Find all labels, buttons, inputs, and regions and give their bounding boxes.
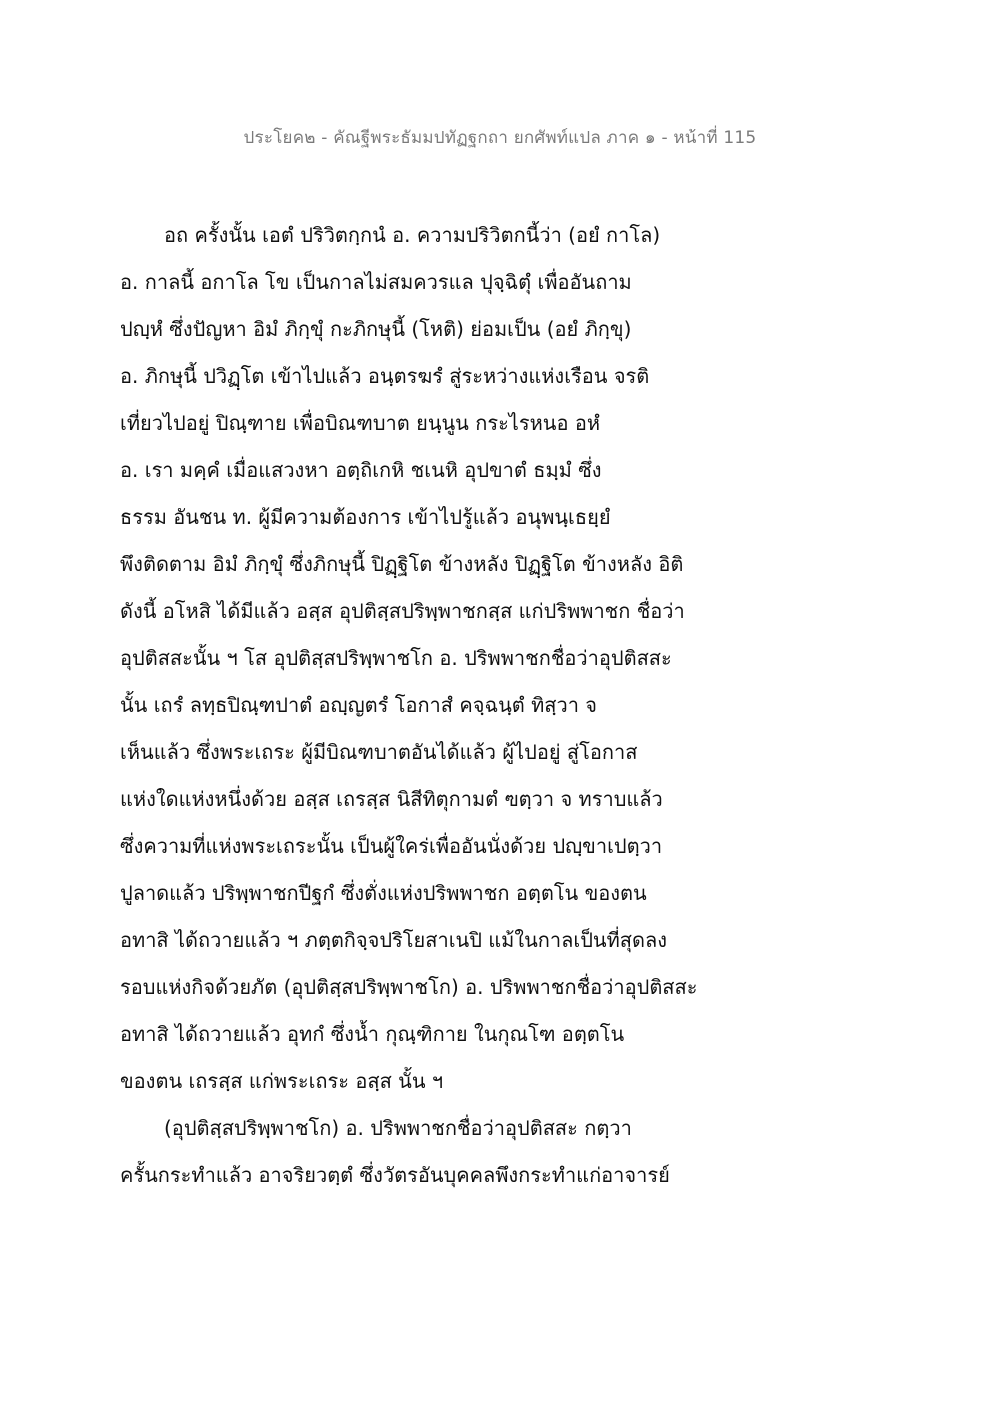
- text-line: อถ ครั้งนั้น เอตํ ปริวิตกฺกนํ อ. ความปริวิตกนี้ว่า (อยํ กาโล): [164, 223, 661, 247]
- text-line: เห็นแล้ว ซึ่งพระเถระ ผู้มีบิณฑบาตอันได้แล้ว ผู้ไปอยู่ สู่โอกาส: [120, 740, 638, 764]
- text-line: อุปติสสะนั้น ฯ โส อุปติสฺสปริพฺพาชโก อ. ปริพพาชกชื่อว่าอุปติสสะ: [120, 646, 672, 670]
- text-line: ครั้นกระทำแล้ว อาจริยวตฺตํ ซึ่งวัตรอันบุคคลพึงกระทำแก่อาจารย์: [120, 1163, 670, 1187]
- running-header: ประโยค๒ - คัณฐีพระธัมมปทัฏฐกถา ยกศัพท์แปล ภาค ๑ - หน้าที่ 115: [243, 128, 757, 148]
- text-line: อ. เรา มคฺคํ เมื่อแสวงหา อตฺถิเกหิ ชเนหิ อุปขาตํ ธมฺมํ ซึ่ง: [120, 458, 602, 482]
- text-line: ธรรม อันชน ท. ผู้มีความต้องการ เข้าไปรู้แล้ว อนุพนฺเธยฺยํ: [120, 505, 611, 529]
- text-line: ของตน เถรสฺส แก่พระเถระ อสฺส นั้น ฯ: [120, 1069, 444, 1093]
- text-line: รอบแห่งกิจด้วยภัต (อุปติสฺสปริพฺพาชโก) อ. ปริพพาชกชื่อว่าอุปติสสะ: [120, 975, 698, 999]
- text-line: อทาสิ ได้ถวายแล้ว ฯ ภตฺตกิจฺจปริโยสาเนปิ แม้ในกาลเป็นที่สุดลง: [120, 928, 667, 952]
- text-line: อ. กาลนี้ อกาโล โข เป็นกาลไม่สมควรแล ปุจฺฉิตุํ เพื่ออันถาม: [120, 270, 632, 294]
- text-line: พึงติดตาม อิมํ ภิกฺขุํ ซึ่งภิกษุนี้ ปิฏฺฐิโต ข้างหลัง ปิฏฺฐิโต ข้างหลัง อิติ: [120, 552, 684, 576]
- text-line: ซึ่งความที่แห่งพระเถระนั้น เป็นผู้ใคร่เพื่ออันนั่งด้วย ปญฺขาเปตฺวา: [120, 834, 663, 858]
- text-line: ดังนี้ อโหสิ ได้มีแล้ว อสฺส อุปติสฺสปริพฺพาชกสฺส แก่ปริพพาชก ชื่อว่า: [120, 599, 685, 623]
- text-line: อ. ภิกษุนี้ ปวิฏฺโต เข้าไปแล้ว อนฺตรฆรํ สู่ระหว่างแห่งเรือน จรติ: [120, 364, 650, 388]
- text-line: อทาสิ ได้ถวายแล้ว อุทกํ ซึ่งน้ำ กุณฺฑิกาย ในกุณโฑ อตฺตโน: [120, 1022, 625, 1046]
- text-line: (อุปติสฺสปริพฺพาชโก) อ. ปริพพาชกชื่อว่าอุปติสสะ กตฺวา: [164, 1116, 632, 1140]
- text-line: แห่งใดแห่งหนึ่งด้วย อสฺส เถรสฺส นิสีทิตุกามตํ ฃตฺวา จ ทราบแล้ว: [120, 787, 663, 811]
- body-text: [120, 212, 900, 1199]
- text-line: ปูลาดแล้ว ปริพฺพาชกปีฐกํ ซึ่งตั่งแห่งปริพพาชก อตฺตโน ของตน: [120, 881, 647, 905]
- text-line: ปญฺหํ ซึ่งปัญหา อิมํ ภิกฺขุํ กะภิกษุนี้ (โหติ) ย่อมเป็น (อยํ ภิกฺขุ): [120, 317, 632, 341]
- text-line: เที่ยวไปอยู่ ปิณฺฑาย เพื่อบิณฑบาต ยนฺนูน กระไรหนอ อหํ: [120, 411, 601, 435]
- text-line: นั้น เถรํ ลทฺธปิณฺฑปาตํ อญฺญตรํ โอกาสํ คจฺฉนฺตํ ทิสฺวา จ: [120, 693, 598, 717]
